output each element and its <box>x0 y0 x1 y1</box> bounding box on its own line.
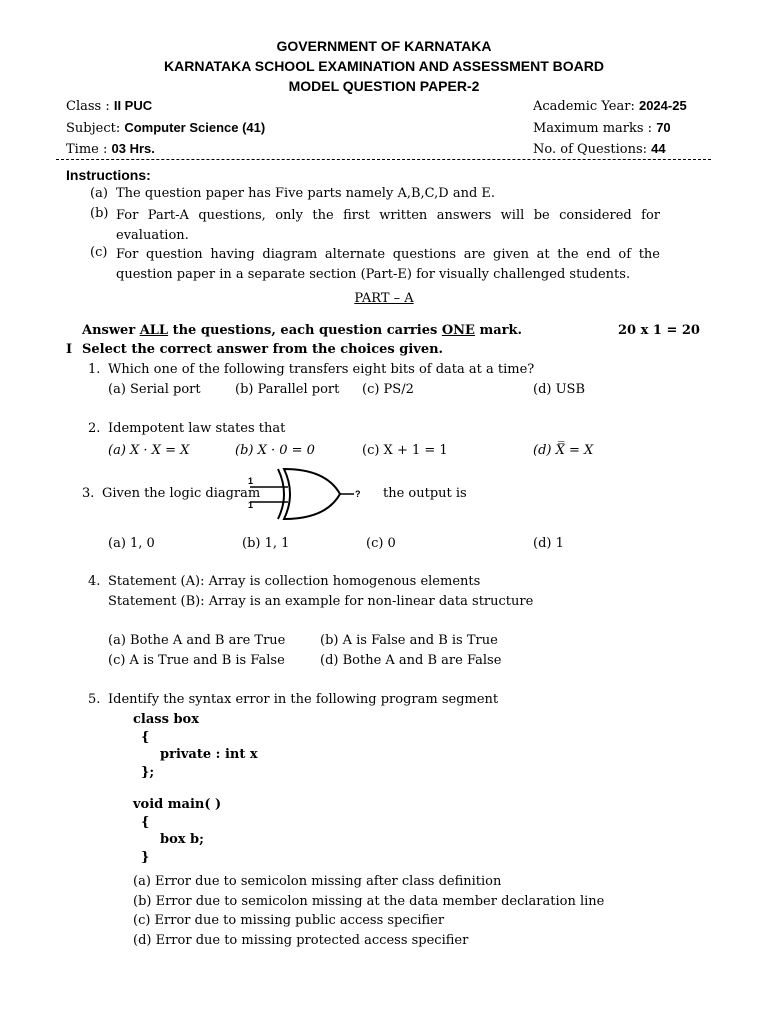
question-3-text-after: the output is <box>383 486 467 501</box>
class-info <box>66 98 152 115</box>
q3-option-a: (a) 1, 0 <box>108 536 155 551</box>
question-3-text: Given the logic diagram <box>102 486 261 501</box>
code-line-5: void main( ) <box>133 797 222 812</box>
q1-option-d: (d) USB <box>533 382 586 397</box>
code-line-7: box b; <box>160 832 204 847</box>
instruction-b-text: For Part-A questions, only the first written answers will be considered for evaluation. <box>116 208 660 243</box>
q2-option-c: (c) X + 1 = 1 <box>362 443 448 458</box>
questions-label: No. of Questions: <box>533 142 652 157</box>
instruction-a-text: The question paper has Five parts namely A,B,C,D and E. <box>116 186 496 201</box>
q4-option-d: (d) Bothe A and B are False <box>320 653 502 668</box>
time-info <box>66 141 155 158</box>
q3-option-c: (c) 0 <box>366 536 396 551</box>
q5-option-b: (b) Error due to semicolon missing at the data member declaration line <box>133 894 605 909</box>
question-3-number: 3. <box>82 486 95 501</box>
instruction-b-marker: (b) <box>90 206 109 221</box>
part-a-instruction <box>82 323 522 339</box>
q2-option-d: (d) X̿ = X <box>533 443 594 458</box>
q1-option-c: (c) PS/2 <box>362 382 414 397</box>
subject-label: Subject: <box>66 121 125 136</box>
year-value: 2024-25 <box>638 98 687 113</box>
instruction-c-marker: (c) <box>90 245 108 260</box>
xor-gate-diagram <box>244 466 368 522</box>
question-2-number: 2. <box>88 421 101 436</box>
subject-value: Computer Science (41) <box>124 120 266 135</box>
gate-xor-curve <box>278 469 284 519</box>
answer-one: ONE <box>441 323 475 338</box>
section-text: Select the correct answer from the choices given. <box>82 342 444 357</box>
code-line-3: private : int x <box>160 747 258 762</box>
instructions-title: Instructions: <box>66 167 151 183</box>
class-label: Class : <box>66 99 114 114</box>
gate-body <box>284 469 340 519</box>
header-board: KARNATAKA SCHOOL EXAMINATION AND ASSESSMENT BOARD <box>164 58 604 74</box>
q2-option-a: (a) X · X = X <box>108 443 190 458</box>
code-line-2: { <box>141 730 150 745</box>
code-line-8: } <box>141 850 150 865</box>
question-1-text: Which one of the following transfers eight bits of data at a time? <box>108 362 535 377</box>
part-a-title: PART – A <box>354 291 414 306</box>
subject-info <box>66 120 265 137</box>
question-1-number: 1. <box>88 362 101 377</box>
part-a-marks: 20 x 1 = 20 <box>618 323 700 338</box>
q4-option-c: (c) A is True and B is False <box>108 653 285 668</box>
dashed-divider <box>56 159 711 160</box>
q3-option-d: (d) 1 <box>533 536 564 551</box>
year-label: Academic Year: <box>533 99 639 114</box>
gate-output-label: ? <box>355 489 361 499</box>
q3-option-b: (b) 1, 1 <box>242 536 290 551</box>
q4-option-b: (b) A is False and B is True <box>320 633 498 648</box>
q5-option-d: (d) Error due to missing protected access specifier <box>133 933 469 948</box>
gate-input-1: 1 <box>248 476 254 486</box>
q4-option-a: (a) Bothe A and B are True <box>108 633 286 648</box>
answer-post: mark. <box>474 323 523 338</box>
q2-option-b: (b) X · 0 = 0 <box>235 443 315 458</box>
header-government: GOVERNMENT OF KARNATAKA <box>276 38 492 54</box>
question-4-number: 4. <box>88 574 101 589</box>
time-label: Time : <box>66 142 112 157</box>
class-value: II PUC <box>113 98 153 113</box>
q1-option-b: (b) Parallel port <box>235 382 340 397</box>
marks-info <box>533 120 671 137</box>
instruction-c-text: For question having diagram alternate questions are given at the end of the question paper in a separate section (Part-E) for visually challenged students. <box>116 247 660 282</box>
q5-option-c: (c) Error due to missing public access specifier <box>133 913 445 928</box>
time-value: 03 Hrs. <box>111 141 155 156</box>
gate-input-2: 1 <box>248 500 254 510</box>
question-5-number: 5. <box>88 692 101 707</box>
answer-pre: Answer <box>82 323 140 338</box>
code-line-4: }; <box>141 765 155 780</box>
question-5-text: Identify the syntax error in the following program segment <box>108 692 499 707</box>
code-line-1: class box <box>133 712 199 727</box>
answer-all: ALL <box>139 323 169 338</box>
header-paper-title: MODEL QUESTION PAPER-2 <box>288 78 480 94</box>
question-4-statement-b: Statement (B): Array is an example for non-linear data structure <box>108 594 534 609</box>
q5-option-a: (a) Error due to semicolon missing after class definition <box>133 874 502 889</box>
questions-value: 44 <box>651 141 666 156</box>
marks-value: 70 <box>656 120 671 135</box>
question-2-text: Idempotent law states that <box>108 421 286 436</box>
code-line-6: { <box>141 815 150 830</box>
instruction-a-marker: (a) <box>90 186 108 201</box>
q1-option-a: (a) Serial port <box>108 382 201 397</box>
marks-label: Maximum marks : <box>533 121 657 136</box>
answer-mid: the questions, each question carries <box>168 323 442 338</box>
section-number: I <box>66 342 73 357</box>
questions-info <box>533 141 666 158</box>
year-info <box>533 98 687 115</box>
question-4-statement-a: Statement (A): Array is collection homogenous elements <box>108 574 481 589</box>
